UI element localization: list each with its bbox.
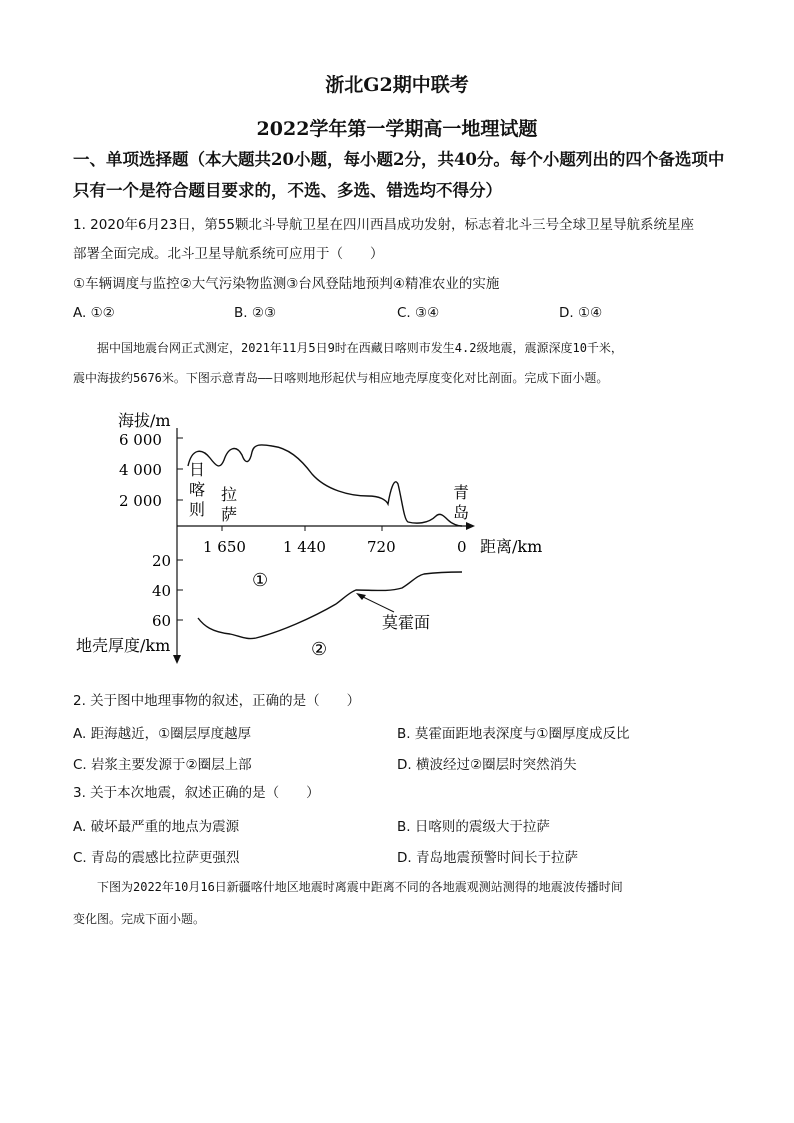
y-axis-arrow xyxy=(173,655,181,664)
x-axis-arrow xyxy=(466,522,475,530)
exam-subtitle: 2022学年第一学期高一地理试题 xyxy=(256,118,538,140)
q3-option-c[interactable]: C. 青岛的震感比拉萨更强烈 xyxy=(73,850,240,866)
section-heading-line2: 只有一个是符合题目要求的，不选、多选、错选均不得分） xyxy=(73,181,502,200)
q2-options-row2 xyxy=(73,753,733,777)
y-axis-top-label: 海拔/m xyxy=(118,411,171,430)
q2-option-d[interactable]: D. 横波经过②圈层时突然消失 xyxy=(397,757,577,773)
q2-option-b[interactable]: B. 莫霍面距地表深度与①圈厚度成反比 xyxy=(397,726,630,742)
moho-arrow-head xyxy=(356,593,366,600)
intro2-line2: 变化图。完成下面小题。 xyxy=(73,912,206,926)
dist-tick-1440: 1 440 xyxy=(283,538,326,556)
layer1-label: ① xyxy=(252,570,269,591)
place-lasa: 拉萨 xyxy=(221,485,238,524)
x-axis-label: 距离/km xyxy=(480,537,543,556)
depth-tick-20: 20 xyxy=(152,552,172,570)
q1-options xyxy=(73,305,733,329)
q3-option-a[interactable]: A. 破坏最严重的地点为震源 xyxy=(73,819,240,835)
depth-tick-60: 60 xyxy=(152,612,172,630)
q2-stem: 2. 关于图中地理事物的叙述，正确的是（ ） xyxy=(73,693,361,709)
q1-option-b[interactable]: B. ②③ xyxy=(234,305,277,321)
profile-figure xyxy=(0,400,794,675)
elev-tick-6000: 6 000 xyxy=(119,431,162,449)
q1-option-c[interactable]: C. ③④ xyxy=(397,305,440,321)
intro2-line1: 下图为2022年10月16日新疆喀什地区地震时离震中距离不同的各地震观测站测得的地震波传播时间 xyxy=(97,880,623,894)
dist-tick-1650: 1 650 xyxy=(203,538,246,556)
dist-tick-720: 720 xyxy=(367,538,396,556)
layer2-label: ② xyxy=(311,639,328,660)
dist-tick-0: 0 xyxy=(457,538,467,556)
q1-option-a[interactable]: A. ①② xyxy=(73,305,115,321)
q3-options-row2 xyxy=(73,846,733,870)
section-heading-line1: 一、单项选择题（本大题共20小题，每小题2分，共40分。每个小题列出的四个备选项中 xyxy=(73,150,725,169)
elev-tick-2000: 2 000 xyxy=(119,492,162,510)
q3-option-d[interactable]: D. 青岛地震预警时间长于拉萨 xyxy=(397,850,578,866)
intro1-line2: 震中海拔约5676米。下图示意青岛——日喀则地形起伏与相应地壳厚度变化对比剖面。完成下面小题。 xyxy=(73,371,609,385)
q3-stem: 3. 关于本次地震，叙述正确的是（ ） xyxy=(73,785,320,801)
q1-stem-line2: 部署全面完成。北斗卫星导航系统可应用于（ ） xyxy=(73,246,384,262)
moho-label: 莫霍面 xyxy=(382,613,431,632)
q3-options-row1 xyxy=(73,815,733,839)
q2-options-row1 xyxy=(73,722,733,746)
elev-tick-4000: 4 000 xyxy=(119,461,162,479)
q1-items: ①车辆调度与监控②大气污染物监测③台风登陆地预判④精准农业的实施 xyxy=(73,276,500,292)
place-qingdao: 青岛 xyxy=(453,483,470,522)
q1-option-d[interactable]: D. ①④ xyxy=(559,305,603,321)
q2-option-a[interactable]: A. 距海越近，①圈层厚度越厚 xyxy=(73,726,252,742)
q1-stem-line1: 1. 2020年6月23日，第55颗北斗导航卫星在四川西昌成功发射，标志着北斗三号全球卫星导航系统星座 xyxy=(73,217,694,233)
exam-title: 浙北G2期中联考 xyxy=(325,74,469,96)
intro1-line1: 据中国地震台网正式测定，2021年11月5日9时在西藏日喀则市发生4.2级地震，震源深度10千米， xyxy=(97,341,623,355)
depth-tick-40: 40 xyxy=(152,582,172,600)
y-axis-bottom-label: 地壳厚度/km xyxy=(76,636,171,655)
q2-option-c[interactable]: C. 岩浆主要发源于②圈层上部 xyxy=(73,757,252,773)
q3-option-b[interactable]: B. 日喀则的震级大于拉萨 xyxy=(397,819,550,835)
place-rikaze: 日喀则 xyxy=(189,460,206,519)
moho-arrow xyxy=(359,595,394,612)
